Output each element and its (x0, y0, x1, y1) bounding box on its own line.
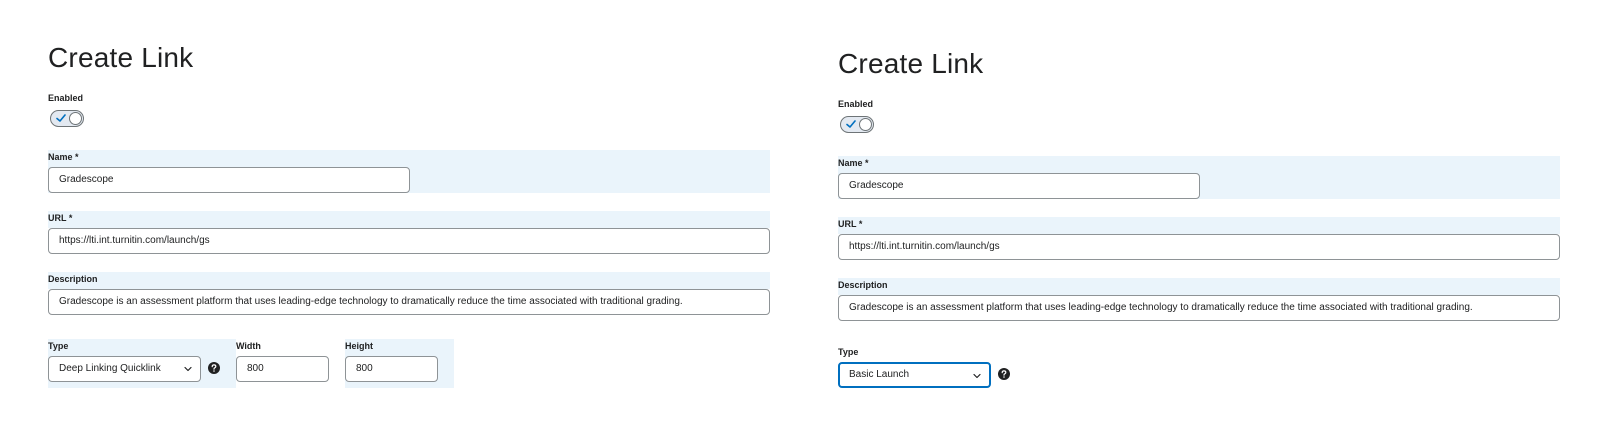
type-select-value: Basic Launch (849, 369, 910, 380)
name-input[interactable]: Gradescope (48, 167, 410, 193)
page-title: Create Link (838, 48, 984, 79)
toggle-knob (69, 112, 82, 125)
enabled-toggle[interactable] (50, 110, 84, 127)
name-input[interactable]: Gradescope (838, 173, 1200, 199)
required-mark: * (865, 158, 869, 168)
name-label: Name * (48, 152, 79, 162)
required-mark: * (68, 213, 73, 223)
url-field-highlight (838, 217, 1560, 234)
help-circle-icon[interactable] (998, 368, 1010, 380)
enabled-toggle[interactable] (840, 116, 874, 133)
help-circle-icon[interactable] (208, 362, 220, 374)
description-label: Description (838, 280, 888, 290)
chevron-down-icon (973, 373, 981, 379)
type-label: Type (838, 347, 859, 357)
type-select[interactable] (838, 362, 991, 388)
chevron-down-icon (184, 366, 192, 372)
enabled-label: Enabled (838, 99, 874, 109)
type-select[interactable] (48, 356, 201, 382)
required-mark: * (75, 152, 79, 162)
type-label: Type (48, 341, 69, 351)
url-label: URL * (838, 219, 863, 229)
url-field-highlight (48, 211, 770, 228)
enabled-label: Enabled (48, 93, 84, 103)
height-input[interactable]: 800 (345, 356, 438, 382)
description-input[interactable]: Gradescope is an assessment platform that uses leading-edge technology to dramatically reduce the time associated with traditional grading. (48, 289, 770, 315)
toggle-knob (859, 118, 872, 131)
url-input[interactable]: https://lti.int.turnitin.com/launch/gs (838, 234, 1560, 260)
width-input[interactable]: 800 (236, 356, 329, 382)
name-label: Name * (838, 158, 869, 168)
description-input[interactable]: Gradescope is an assessment platform that uses leading-edge technology to dramatically reduce the time associated with traditional grading. (838, 295, 1560, 321)
required-mark: * (858, 219, 863, 229)
check-icon (846, 119, 856, 129)
height-label: Height (345, 341, 373, 351)
description-field-highlight (838, 278, 1560, 295)
type-select-value: Deep Linking Quicklink (59, 363, 161, 374)
url-label: URL * (48, 213, 73, 223)
description-field-highlight (48, 272, 770, 289)
description-label: Description (48, 274, 98, 284)
url-input[interactable]: https://lti.int.turnitin.com/launch/gs (48, 228, 770, 254)
check-icon (56, 113, 66, 123)
page-title: Create Link (48, 42, 194, 73)
width-label: Width (236, 341, 261, 351)
